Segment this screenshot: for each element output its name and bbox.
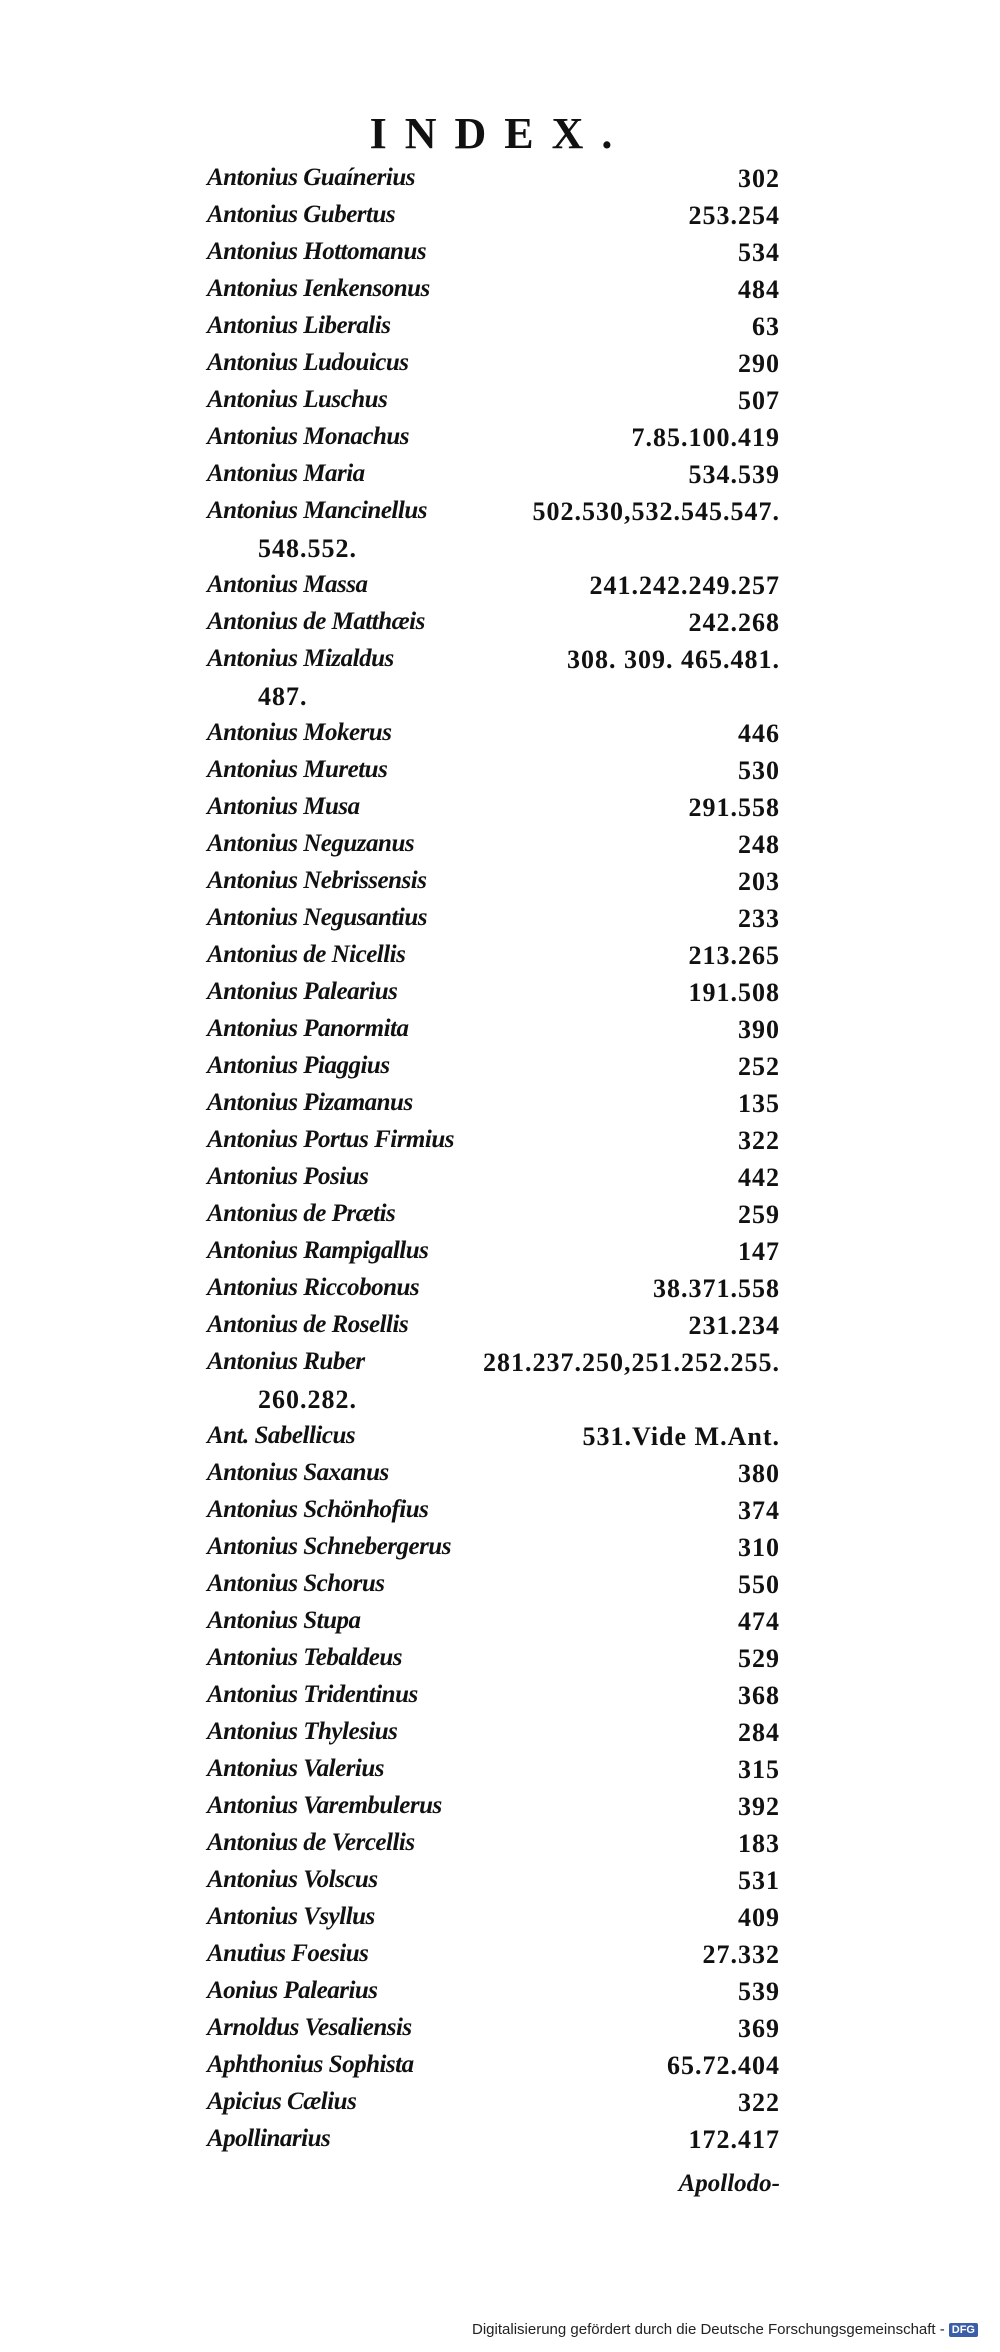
entry-name: Antonius Piaggius	[207, 1052, 390, 1079]
entry-pages: 172.417	[688, 2125, 780, 2154]
index-entry	[0, 1788, 1000, 1825]
index-entry	[0, 789, 1000, 826]
index-entry	[0, 419, 1000, 456]
index-entry	[0, 1529, 1000, 1566]
entry-name: Antonius Portus Firmius	[207, 1126, 454, 1153]
entry-name: Antonius Schnebergerus	[207, 1533, 451, 1560]
entry-name: Antonius Schorus	[207, 1570, 385, 1597]
index-entry	[0, 1862, 1000, 1899]
entry-pages: 442	[738, 1163, 780, 1192]
entry-name: Antonius Neguzanus	[207, 830, 415, 857]
entry-pages: 392	[738, 1792, 780, 1821]
index-entry	[0, 641, 1000, 715]
entry-pages: 322	[738, 1126, 780, 1155]
index-entry	[0, 382, 1000, 419]
entry-pages: 302	[738, 164, 780, 193]
entry-name: Antonius Volscus	[207, 1866, 378, 1893]
entry-pages: 507	[738, 386, 780, 415]
index-entry	[0, 1677, 1000, 1714]
index-entry	[0, 1196, 1000, 1233]
entry-name: Antonius Liberalis	[207, 312, 391, 339]
entry-pages: 38.371.558	[653, 1274, 780, 1303]
entry-pages-continued: 548.552.	[258, 534, 357, 563]
index-entry	[0, 1566, 1000, 1603]
entry-pages: 183	[738, 1829, 780, 1858]
index-entry	[0, 1233, 1000, 1270]
index-entry	[0, 2047, 1000, 2084]
entry-pages: 369	[738, 2014, 780, 2043]
index-entry	[0, 308, 1000, 345]
entry-pages: 147	[738, 1237, 780, 1266]
entry-name: Antonius Varembulerus	[207, 1792, 442, 1819]
entry-name: Antonius Tridentinus	[207, 1681, 418, 1708]
entry-pages: 531	[738, 1866, 780, 1895]
entry-pages: 231.234	[688, 1311, 780, 1340]
entry-name: Antonius Negusantius	[207, 904, 427, 931]
index-entry	[0, 234, 1000, 271]
index-entry	[0, 1307, 1000, 1344]
entry-pages: 315	[738, 1755, 780, 1784]
entry-name: Antonius Pizamanus	[207, 1089, 413, 1116]
entry-name: Antonius Valerius	[207, 1755, 385, 1782]
entry-pages: 474	[738, 1607, 780, 1636]
entry-pages: 284	[738, 1718, 780, 1747]
entry-pages: 191.508	[688, 978, 780, 1007]
entry-pages-continued: 260.282.	[258, 1385, 357, 1414]
index-entry	[0, 1492, 1000, 1529]
index-entry	[0, 160, 1000, 197]
entry-name: Aphthonius Sophista	[207, 2051, 414, 2078]
entry-name: Antonius Mizaldus	[207, 645, 394, 672]
entry-name: Antonius Ruber	[207, 1348, 365, 1375]
entry-name: Antonius Riccobonus	[207, 1274, 420, 1301]
entry-pages: 203	[738, 867, 780, 896]
entry-pages: 242.268	[688, 608, 780, 637]
entry-name: Apicius Cælius	[207, 2088, 357, 2115]
entry-name: Antonius de Nicellis	[207, 941, 406, 968]
index-list	[0, 160, 1000, 2158]
entry-pages: 213.265	[688, 941, 780, 970]
entry-name: Aonius Palearius	[207, 1977, 378, 2004]
entry-name: Antonius Musa	[207, 793, 360, 820]
entry-pages: 259	[738, 1200, 780, 1229]
entry-name: Apollinarius	[207, 2125, 331, 2152]
index-entry	[0, 1122, 1000, 1159]
index-entry	[0, 2010, 1000, 2047]
entry-pages: 241.242.249.257	[589, 571, 780, 600]
index-entry	[0, 493, 1000, 567]
entry-pages: 63	[752, 312, 780, 341]
entry-name: Antonius Ludouicus	[207, 349, 409, 376]
entry-pages: 27.332	[702, 1940, 780, 1969]
entry-pages: 7.85.100.419	[631, 423, 780, 452]
index-entry	[0, 345, 1000, 382]
entry-pages: 529	[738, 1644, 780, 1673]
entry-name: Antonius Muretus	[207, 756, 388, 783]
index-entry	[0, 900, 1000, 937]
index-entry	[0, 863, 1000, 900]
entry-pages: 290	[738, 349, 780, 378]
entry-pages: 550	[738, 1570, 780, 1599]
entry-name: Antonius Monachus	[207, 423, 410, 450]
index-entry	[0, 752, 1000, 789]
entry-pages: 374	[738, 1496, 780, 1525]
index-entry	[0, 2084, 1000, 2121]
entry-pages: 252	[738, 1052, 780, 1081]
entry-pages: 65.72.404	[667, 2051, 780, 2080]
entry-name: Antonius Mancinellus	[207, 497, 427, 524]
entry-pages: 308. 309. 465.481.	[567, 645, 780, 674]
index-entry	[0, 974, 1000, 1011]
entry-name: Antonius Maria	[207, 460, 365, 487]
entry-name: Antonius Ienkensonus	[207, 275, 430, 302]
entry-pages: 530	[738, 756, 780, 785]
entry-name: Antonius de Prætis	[207, 1200, 396, 1227]
entry-pages: 368	[738, 1681, 780, 1710]
index-entry	[0, 1270, 1000, 1307]
entry-name: Ant. Sabellicus	[207, 1422, 356, 1449]
entry-pages: 380	[738, 1459, 780, 1488]
entry-pages: 484	[738, 275, 780, 304]
index-entry	[0, 1640, 1000, 1677]
entry-name: Antonius Thylesius	[207, 1718, 398, 1745]
index-entry	[0, 1714, 1000, 1751]
entry-pages: 531.Vide M.Ant.	[582, 1422, 780, 1451]
entry-pages: 446	[738, 719, 780, 748]
entry-pages: 534.539	[688, 460, 780, 489]
entry-pages: 409	[738, 1903, 780, 1932]
entry-name: Antonius Vsyllus	[207, 1903, 375, 1930]
footer-text: Digitalisierung gefördert durch die Deutsche Forschungsgemeinschaft -	[472, 2321, 945, 2338]
entry-pages: 135	[738, 1089, 780, 1118]
dfg-logo: DFG	[949, 2323, 978, 2337]
entry-name: Antonius Stupa	[207, 1607, 361, 1634]
index-entry	[0, 197, 1000, 234]
entry-pages: 534	[738, 238, 780, 267]
entry-name: Antonius Guaínerius	[207, 164, 415, 191]
entry-pages: 233	[738, 904, 780, 933]
entry-pages: 281.237.250,251.252.255.	[483, 1348, 780, 1377]
index-entry	[0, 567, 1000, 604]
index-entry	[0, 937, 1000, 974]
entry-pages: 291.558	[688, 793, 780, 822]
entry-name: Antonius Massa	[207, 571, 368, 598]
index-entry	[0, 456, 1000, 493]
digitization-footer	[472, 2321, 978, 2338]
entry-name: Antonius Palearius	[207, 978, 398, 1005]
index-entry	[0, 826, 1000, 863]
index-entry	[0, 1048, 1000, 1085]
entry-name: Antonius Mokerus	[207, 719, 392, 746]
catchword: Apollodo-	[678, 2170, 780, 2197]
index-entry	[0, 715, 1000, 752]
index-entry	[0, 1751, 1000, 1788]
index-entry	[0, 1455, 1000, 1492]
index-entry	[0, 271, 1000, 308]
entry-pages: 322	[738, 2088, 780, 2117]
index-entry	[0, 1936, 1000, 1973]
entry-name: Antonius Hottomanus	[207, 238, 427, 265]
entry-name: Antonius Nebrissensis	[207, 867, 427, 894]
entry-name: Antonius de Vercellis	[207, 1829, 415, 1856]
entry-name: Antonius Saxanus	[207, 1459, 389, 1486]
entry-name: Antonius de Rosellis	[207, 1311, 409, 1338]
index-entry	[0, 1085, 1000, 1122]
index-entry	[0, 1418, 1000, 1455]
index-entry	[0, 604, 1000, 641]
entry-name: Antonius de Matthæis	[207, 608, 425, 635]
entry-name: Anutius Foesius	[207, 1940, 369, 1967]
index-entry	[0, 1825, 1000, 1862]
entry-pages: 310	[738, 1533, 780, 1562]
index-entry	[0, 1603, 1000, 1640]
index-entry	[0, 1973, 1000, 2010]
entry-pages-continued: 487.	[258, 682, 308, 711]
entry-pages: 539	[738, 1977, 780, 2006]
entry-name: Antonius Tebaldeus	[207, 1644, 403, 1671]
index-entry	[0, 1899, 1000, 1936]
entry-name: Antonius Schönhofius	[207, 1496, 429, 1523]
entry-name: Antonius Posius	[207, 1163, 369, 1190]
index-entry	[0, 1344, 1000, 1418]
entry-name: Antonius Gubertus	[207, 201, 396, 228]
entry-pages: 253.254	[688, 201, 780, 230]
entry-pages: 502.530,532.545.547.	[532, 497, 780, 526]
entry-name: Antonius Luschus	[207, 386, 388, 413]
entry-pages: 248	[738, 830, 780, 859]
index-entry	[0, 1159, 1000, 1196]
entry-name: Arnoldus Vesaliensis	[207, 2014, 412, 2041]
index-entry	[0, 2121, 1000, 2158]
entry-name: Antonius Panormita	[207, 1015, 409, 1042]
index-entry	[0, 1011, 1000, 1048]
page-title: INDEX.	[369, 109, 631, 158]
entry-name: Antonius Rampigallus	[207, 1237, 429, 1264]
entry-pages: 390	[738, 1015, 780, 1044]
